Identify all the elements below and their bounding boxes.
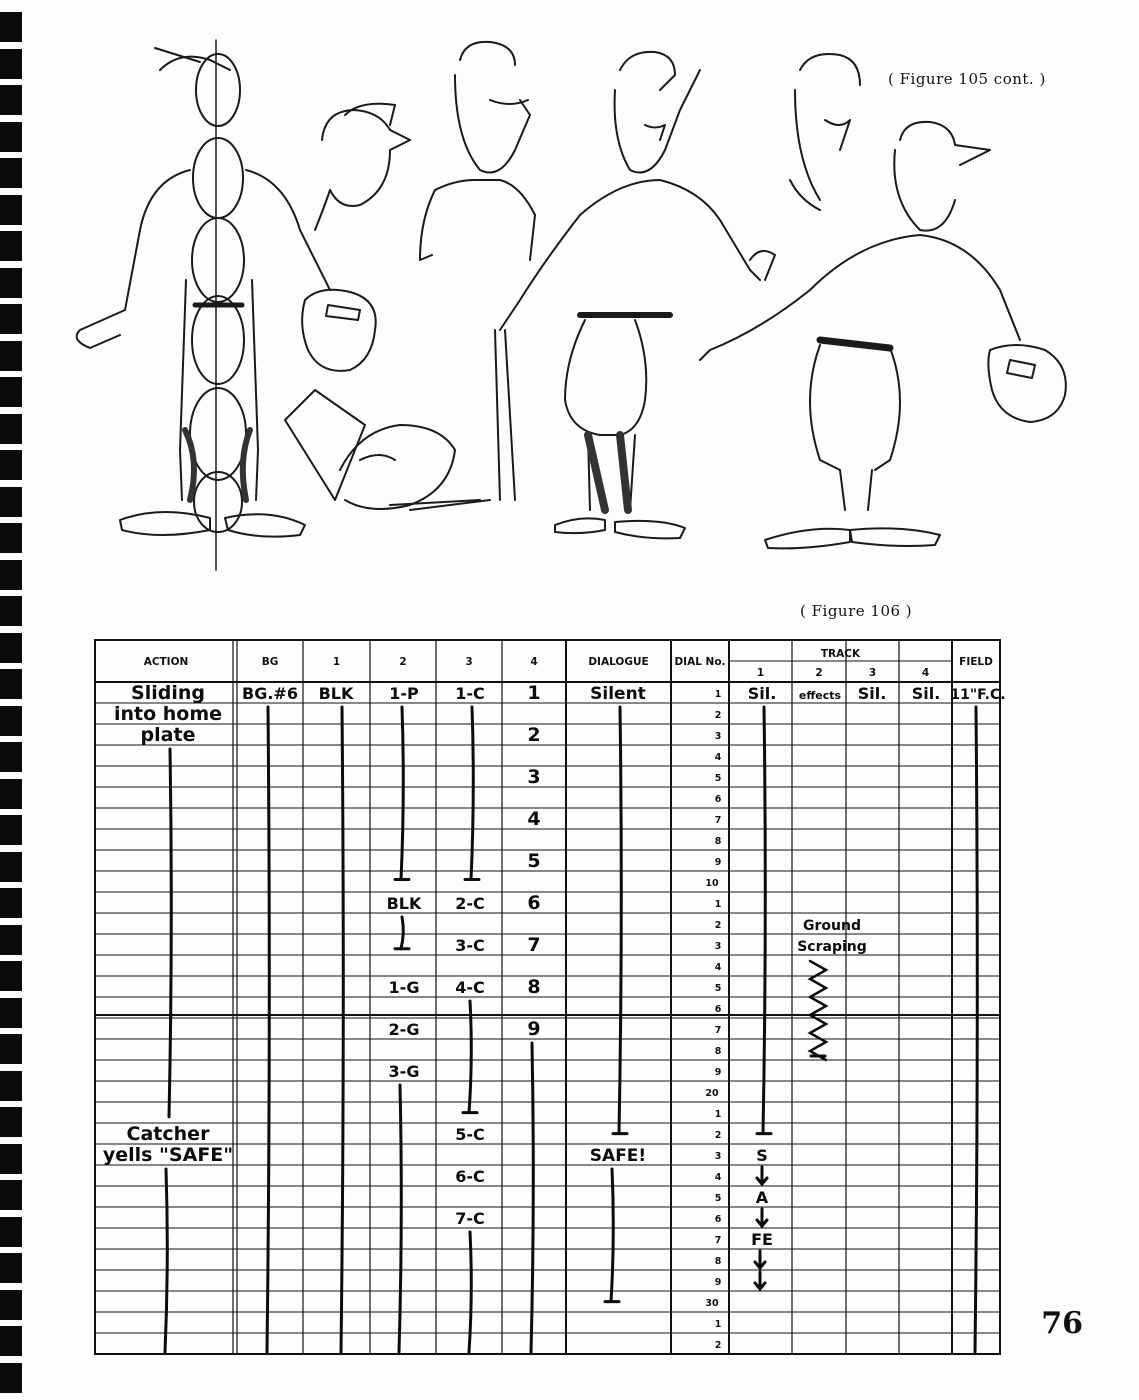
level-3-entry: 7-C	[455, 1208, 485, 1228]
frame-number: 6	[714, 1214, 722, 1226]
frame-number: 5	[714, 983, 722, 995]
action-note: Sliding	[131, 681, 205, 704]
track-1-entry: Sil.	[747, 683, 777, 703]
header-level-2: 2	[399, 656, 407, 668]
header-track-1: 1	[756, 667, 765, 679]
header-track-3: 3	[868, 667, 877, 679]
level-3-entry: 6-C	[455, 1166, 485, 1186]
figure-105-caption: ( Figure 105 cont. )	[888, 70, 1046, 88]
header-field: FIELD	[959, 656, 993, 668]
field-entry: 11"F.C.	[950, 686, 1006, 703]
frame-number: 5	[714, 1193, 722, 1205]
header-bg: BG	[261, 656, 279, 668]
frame-number: 20	[705, 1088, 719, 1100]
level-3-entry: 4-C	[455, 977, 485, 997]
level-3-hold-line	[471, 707, 473, 880]
action-note: yells "SAFE"	[102, 1143, 234, 1166]
action-hold-line	[165, 1169, 167, 1352]
level-4-entry: 6	[527, 891, 541, 914]
level-4-entry: 5	[527, 849, 541, 872]
frame-number: 3	[714, 731, 722, 743]
action-note: into home	[113, 702, 223, 725]
frame-number: 4	[714, 962, 722, 974]
frame-number: 3	[714, 941, 722, 953]
level-2-entry: BLK	[386, 893, 422, 913]
header-dialogue: DIALOGUE	[588, 656, 649, 668]
level-2-hold-line	[401, 707, 403, 880]
action-note: plate	[140, 723, 196, 746]
header-track-2: 2	[815, 667, 823, 679]
frame-number: 30	[705, 1298, 719, 1310]
field-hold-line	[975, 707, 977, 1352]
header-action: ACTION	[143, 656, 189, 668]
level-4-entry: 9	[527, 1017, 541, 1040]
frame-number: 9	[714, 1067, 722, 1079]
frame-number: 2	[714, 1340, 722, 1352]
frame-number: 6	[714, 794, 722, 806]
figure-106-caption: ( Figure 106 )	[800, 602, 913, 620]
frame-number: 3	[714, 1151, 722, 1163]
level-4-entry: 2	[527, 723, 541, 746]
level-3-entry: 1-C	[455, 683, 485, 703]
track-1-entry: A	[755, 1187, 769, 1207]
frame-number: 10	[705, 878, 719, 890]
track-1-entry: S	[756, 1145, 768, 1165]
level-3-entry: 2-C	[455, 893, 485, 913]
frame-number: 8	[714, 836, 722, 848]
track-1-hold-line	[763, 707, 765, 1134]
header-level-3: 3	[465, 656, 473, 668]
level-4-entry: 3	[527, 765, 541, 788]
bg-entry: BG.#6	[242, 683, 298, 703]
level-2-hold-line	[401, 917, 403, 949]
level-4-hold-line	[531, 1043, 533, 1352]
header-dial-no: DIAL No.	[674, 656, 726, 668]
level-4-entry: 7	[527, 933, 541, 956]
level-2-entry: 1-P	[389, 683, 419, 703]
frame-number: 2	[714, 1130, 722, 1142]
frame-number: 5	[714, 773, 722, 785]
track-3-entry: Sil.	[857, 683, 887, 703]
frame-number: 6	[714, 1004, 722, 1016]
track-1-entry: FE	[751, 1229, 773, 1249]
level-4-entry: 8	[527, 975, 541, 998]
header-level-4: 4	[530, 656, 538, 668]
action-note: Catcher	[126, 1122, 210, 1145]
level-1-hold-line	[341, 707, 343, 1352]
level-2-entry: 2-G	[388, 1019, 420, 1039]
track-2-entry: effects	[798, 688, 842, 702]
dialogue-entry: Silent	[590, 683, 646, 704]
frame-number: 1	[714, 899, 722, 911]
track-2-entry: Scraping	[797, 938, 867, 955]
page-number: 76	[1041, 1306, 1083, 1341]
bg-hold-line	[267, 707, 269, 1352]
frame-number: 2	[714, 920, 722, 932]
level-2-entry: 3-G	[388, 1061, 420, 1081]
header-level-1: 1	[332, 656, 341, 668]
track-2-entry: Ground	[803, 917, 861, 934]
level-2-entry: 1-G	[388, 977, 420, 997]
header-track-4: 4	[921, 667, 930, 679]
dialogue-entry: SAFE!	[589, 1145, 647, 1166]
frame-number: 1	[714, 1319, 722, 1331]
level-2-hold-line	[399, 1085, 401, 1352]
frame-number: 8	[714, 1256, 722, 1268]
frame-number: 2	[714, 710, 722, 722]
level-3-hold-line	[469, 1232, 471, 1352]
header-track: TRACK	[820, 648, 861, 660]
level-3-entry: 3-C	[455, 935, 485, 955]
frame-number: 9	[714, 857, 722, 869]
level-4-entry: 1	[527, 681, 541, 704]
track-4-entry: Sil.	[911, 683, 941, 703]
level-3-entry: 5-C	[455, 1124, 485, 1144]
level-3-hold-line	[469, 1001, 471, 1113]
frame-number: 7	[714, 1025, 722, 1037]
frame-number: 1	[714, 1109, 722, 1121]
frame-number: 7	[714, 1235, 722, 1247]
frame-number: 7	[714, 815, 722, 827]
frame-number: 4	[714, 752, 722, 764]
frame-number: 9	[714, 1277, 722, 1289]
dialogue-hold-line	[611, 1169, 613, 1302]
frame-number: 1	[714, 689, 722, 701]
level-1-entry: BLK	[318, 683, 354, 703]
dialogue-hold-line	[619, 707, 621, 1134]
level-4-entry: 4	[527, 807, 541, 830]
action-hold-line	[169, 749, 171, 1117]
frame-number: 4	[714, 1172, 722, 1184]
frame-number: 8	[714, 1046, 722, 1058]
